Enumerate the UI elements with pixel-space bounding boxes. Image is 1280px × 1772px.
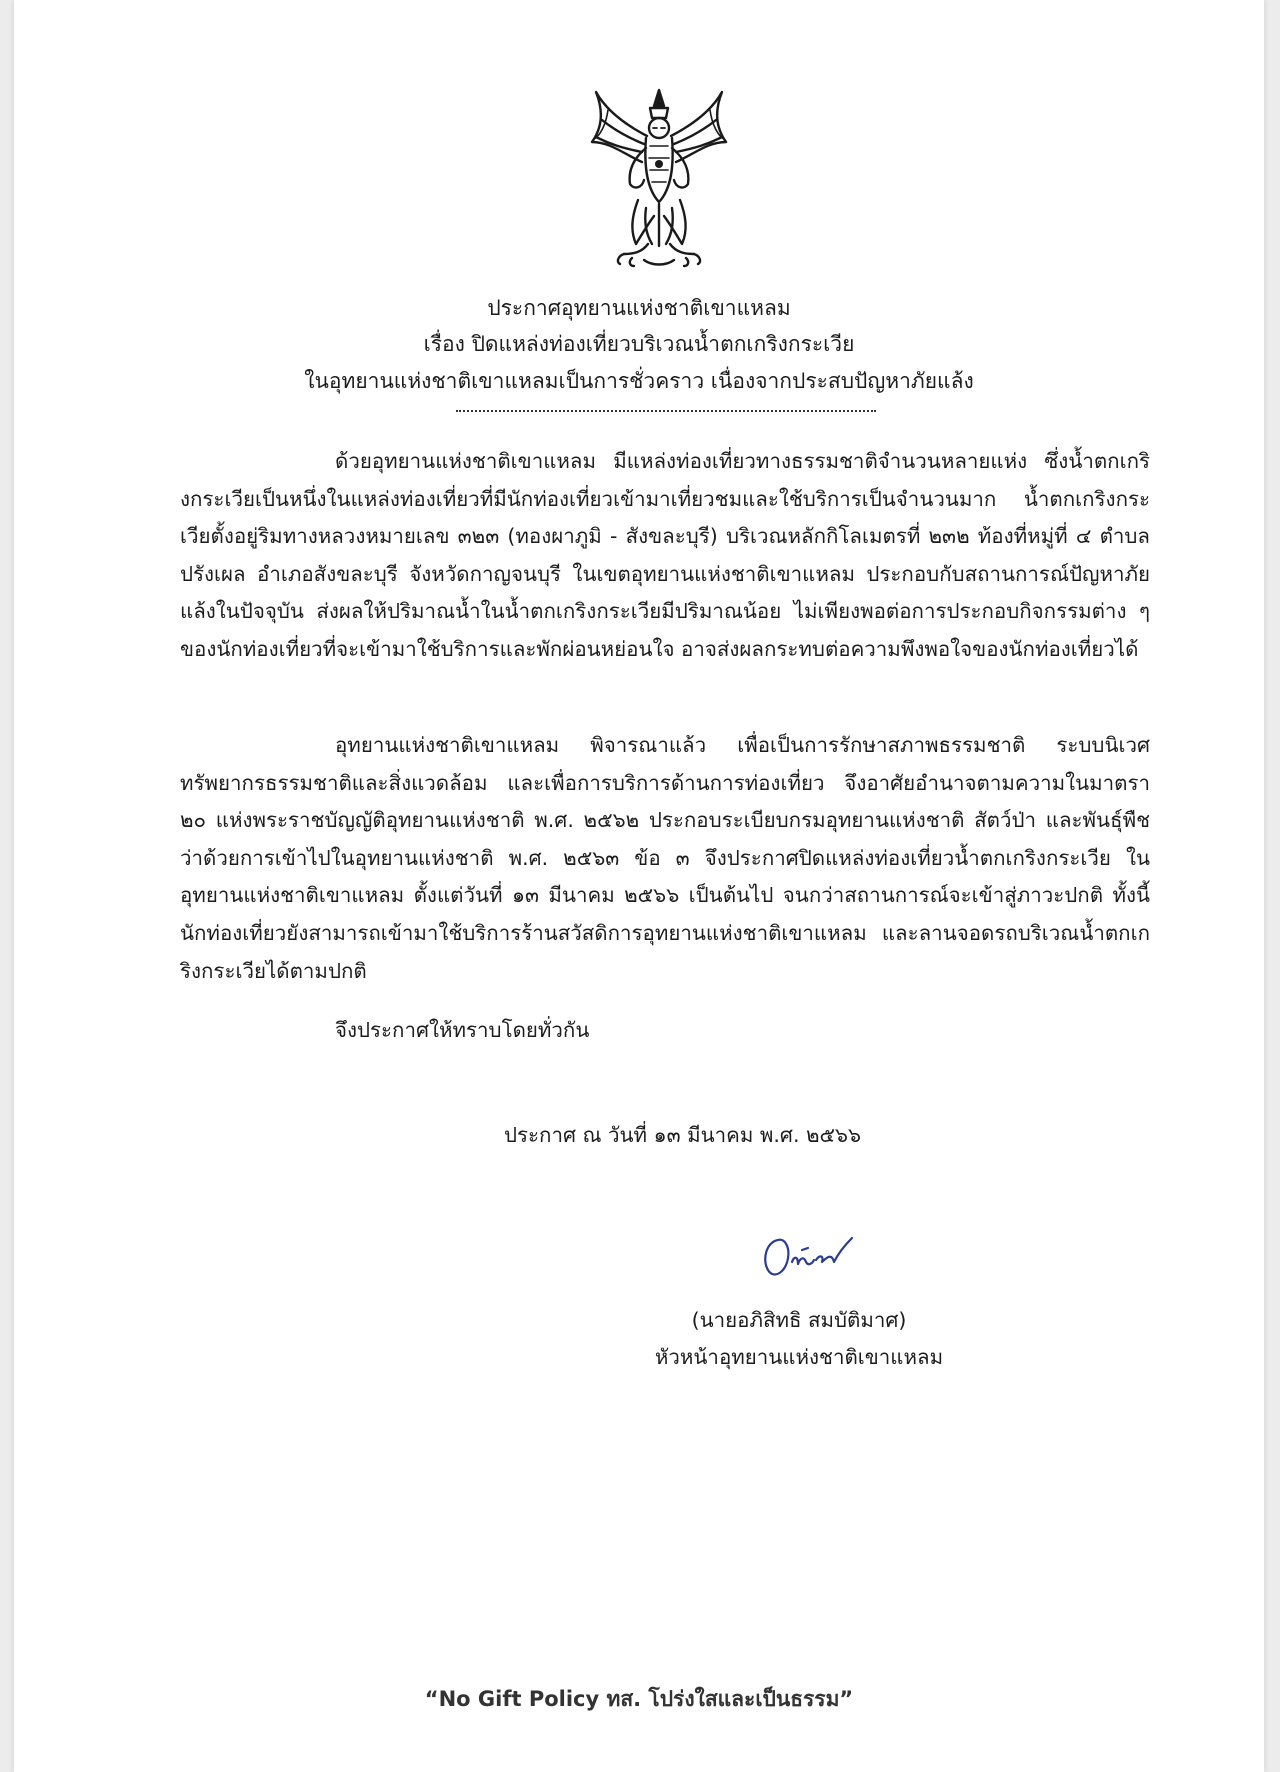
footer-slogan: “No Gift Policy ทส. โปร่งใสและเป็นธรรม”	[424, 1687, 854, 1711]
announcement-subject: เรื่อง ปิดแหล่งท่องเที่ยวบริเวณน้ำตกเกริงกระเวีย	[423, 332, 855, 356]
garuda-emblem-icon	[584, 84, 734, 269]
document-page	[14, 0, 1264, 1772]
signature-icon	[756, 1226, 866, 1286]
signer-name: (นายอภิสิทธิ สมบัติมาศ)	[691, 1308, 907, 1332]
announcement-title: ประกาศอุทยานแห่งชาติเขาแหลม	[487, 296, 791, 320]
body-paragraph-2: อุทยานแห่งชาติเขาแหลม พิจารณาแล้ว เพื่อเป็นการรักษาสภาพธรรมชาติ ระบบนิเวศ ทรัพยากรธรรมชาติและสิ่งแวดล้อม และเพื่อการบริการด้านการท่องเที่ยว จึงอาศัยอำนาจตามความในมาตรา ๒๐ แห่งพระราชบัญญัติอุทยานแห่งชาติ พ.ศ. ๒๕๖๒ ประกอบระเบียบกรมอุทยานแห่งชาติ สัตว์ป่า และพันธุ์พืช ว่าด้วยการเข้าไปในอุทยานแห่งชาติ พ.ศ. ๒๕๖๓ ข้อ ๓ จึงประกาศปิดแหล่งท่องเที่ยวน้ำตกเกริงกระเวีย ในอุทยานแห่งชาติเขาแหลม ตั้งแต่วันที่ ๑๓ มีนาคม ๒๕๖๖ เป็นต้นไป จนกว่าสถานการณ์จะเข้าสู่ภาวะปกติ ทั้งนี้ นักท่องเที่ยวยังสามารถเข้ามาใช้บริการร้านสวัสดิการอุทยานแห่งชาติเขาแหลม และลานจอดรถบริเวณน้ำตกเกริงกระเวียได้ตามปกติ	[180, 733, 1150, 983]
body-paragraph-1: ด้วยอุทยานแห่งชาติเขาแหลม มีแหล่งท่องเที่ยวทางธรรมชาติจำนวนหลายแห่ง ซึ่งน้ำตกเกริงกระเวียเป็นหนึ่งในแหล่งท่องเที่ยวที่มีนักท่องเที่ยวเข้ามาเที่ยวชมและใช้บริการเป็นจำนวนมาก น้ำตกเกริงกระเวียตั้งอยู่ริมทางหลวงหมายเลข ๓๒๓ (ทองผาภูมิ - สังขละบุรี) บริเวณหลักกิโลเมตรที่ ๒๓๒ ท้องที่หมู่ที่ ๔ ตำบลปรังเผล อำเภอสังขละบุรี จังหวัดกาญจนบุรี ในเขตอุทยานแห่งชาติเขาแหลม ประกอบกับสถานการณ์ปัญหาภัยแล้งในปัจจุบัน ส่งผลให้ปริมาณน้ำในน้ำตกเกริงกระเวียมีปริมาณน้อย ไม่เพียงพอต่อการประกอบกิจกรรมต่าง ๆ ของนักท่องเที่ยวที่จะเข้ามาใช้บริการและพักผ่อนหย่อนใจ อาจส่งผลกระทบต่อความพึงพอใจของนักท่องเที่ยวได้	[180, 449, 1150, 661]
closing-line: จึงประกาศให้ทราบโดยทั่วกัน	[335, 1018, 590, 1042]
signer-position: หัวหน้าอุทยานแห่งชาติเขาแหลม	[654, 1345, 944, 1369]
dotted-divider	[456, 410, 876, 412]
announcement-subject-continued: ในอุทยานแห่งชาติเขาแหลมเป็นการชั่วคราว เนื่องจากประสบปัญหาภัยแล้ง	[304, 369, 974, 393]
date-line: ประกาศ ณ วันที่ ๑๓ มีนาคม พ.ศ. ๒๕๖๖	[504, 1123, 862, 1147]
